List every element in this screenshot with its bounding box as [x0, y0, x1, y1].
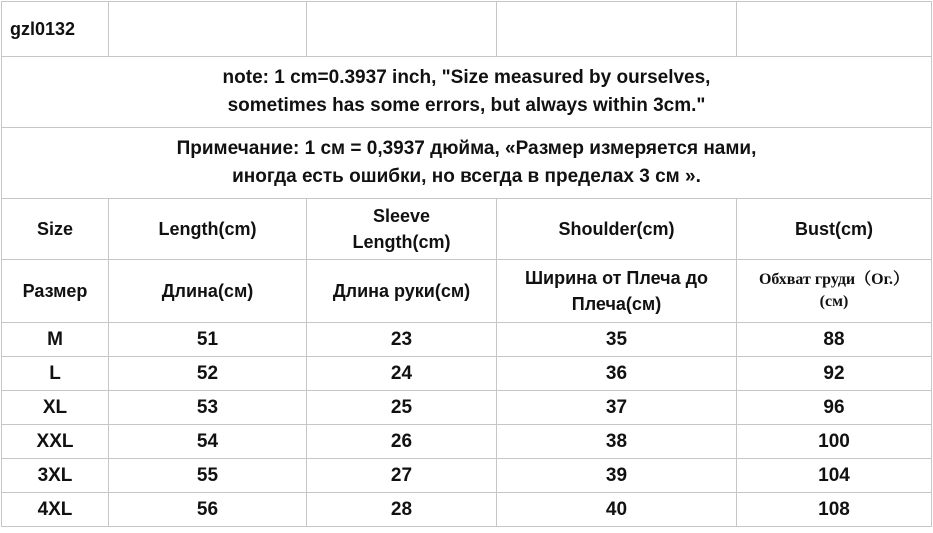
table-row: [2, 357, 932, 391]
empty-cell: [109, 2, 307, 57]
shoulder-cell: 35: [497, 323, 737, 357]
header-length-ru: Длина(см): [109, 260, 307, 323]
note-english-line-2: sometimes has some errors, but always within 3cm.": [227, 95, 706, 116]
length-cell: 56: [109, 493, 307, 527]
shoulder-cell: 40: [497, 493, 737, 527]
product-code-row: [2, 2, 932, 57]
header-english-row: [2, 199, 932, 260]
header-bust-ru-line-1: Обхват груди（Ог.）: [758, 271, 910, 289]
bust-cell: 108: [737, 493, 932, 527]
header-bust-ru-line-2: (см): [819, 293, 849, 310]
shoulder-cell: 36: [497, 357, 737, 391]
size-cell: M: [2, 323, 109, 357]
size-cell: 3XL: [2, 459, 109, 493]
header-sleeve-length: [307, 199, 497, 260]
size-chart-table: [1, 1, 932, 527]
size-cell: XL: [2, 391, 109, 425]
shoulder-cell: 39: [497, 459, 737, 493]
table-row: [2, 459, 932, 493]
bust-cell: 88: [737, 323, 932, 357]
header-shoulder-ru: [497, 260, 737, 323]
length-cell: 51: [109, 323, 307, 357]
header-size-ru: Размер: [2, 260, 109, 323]
sleeve-cell: 23: [307, 323, 497, 357]
header-russian-row: [2, 260, 932, 323]
length-cell: 55: [109, 459, 307, 493]
sleeve-cell: 24: [307, 357, 497, 391]
size-cell: 4XL: [2, 493, 109, 527]
note-russian-row: [2, 128, 932, 199]
sleeve-cell: 28: [307, 493, 497, 527]
sleeve-cell: 26: [307, 425, 497, 459]
size-chart-sheet: [1, 1, 932, 531]
header-bust: Bust(cm): [737, 199, 932, 260]
shoulder-cell: 38: [497, 425, 737, 459]
bust-cell: 104: [737, 459, 932, 493]
header-shoulder-ru-line-1: Ширина от Плеча до: [524, 267, 709, 288]
header-sleeve-ru: Длина руки(см): [307, 260, 497, 323]
empty-cell: [737, 2, 932, 57]
length-cell: 54: [109, 425, 307, 459]
header-size: Size: [2, 199, 109, 260]
header-length: Length(cm): [109, 199, 307, 260]
sleeve-cell: 27: [307, 459, 497, 493]
header-shoulder-ru-line-2: Плеча(см): [571, 294, 662, 314]
length-cell: 53: [109, 391, 307, 425]
bust-cell: 92: [737, 357, 932, 391]
header-sleeve-line-1: Sleeve: [372, 205, 431, 226]
shoulder-cell: 37: [497, 391, 737, 425]
empty-cell: [307, 2, 497, 57]
note-english-line-1: note: 1 cm=0.3937 inch, "Size measured by ourselves,: [222, 67, 711, 89]
note-russian: [2, 128, 932, 199]
note-russian-line-2: иногда есть ошибки, но всегда в пределах 3 см ».: [232, 166, 701, 187]
header-sleeve-line-2: Length(cm): [352, 232, 451, 252]
bust-cell: 100: [737, 425, 932, 459]
size-cell: XXL: [2, 425, 109, 459]
length-cell: 52: [109, 357, 307, 391]
bust-cell: 96: [737, 391, 932, 425]
table-row: [2, 323, 932, 357]
note-russian-line-1: Примечание: 1 см = 0,3937 дюйма, «Размер измеряется нами,: [176, 138, 757, 160]
size-cell: L: [2, 357, 109, 391]
product-code: gzl0132: [2, 2, 109, 57]
table-row: [2, 425, 932, 459]
table-row: [2, 391, 932, 425]
sleeve-cell: 25: [307, 391, 497, 425]
header-bust-ru: [737, 260, 932, 323]
note-english: [2, 57, 932, 128]
note-english-row: [2, 57, 932, 128]
table-row: [2, 493, 932, 527]
empty-cell: [497, 2, 737, 57]
header-shoulder: Shoulder(cm): [497, 199, 737, 260]
